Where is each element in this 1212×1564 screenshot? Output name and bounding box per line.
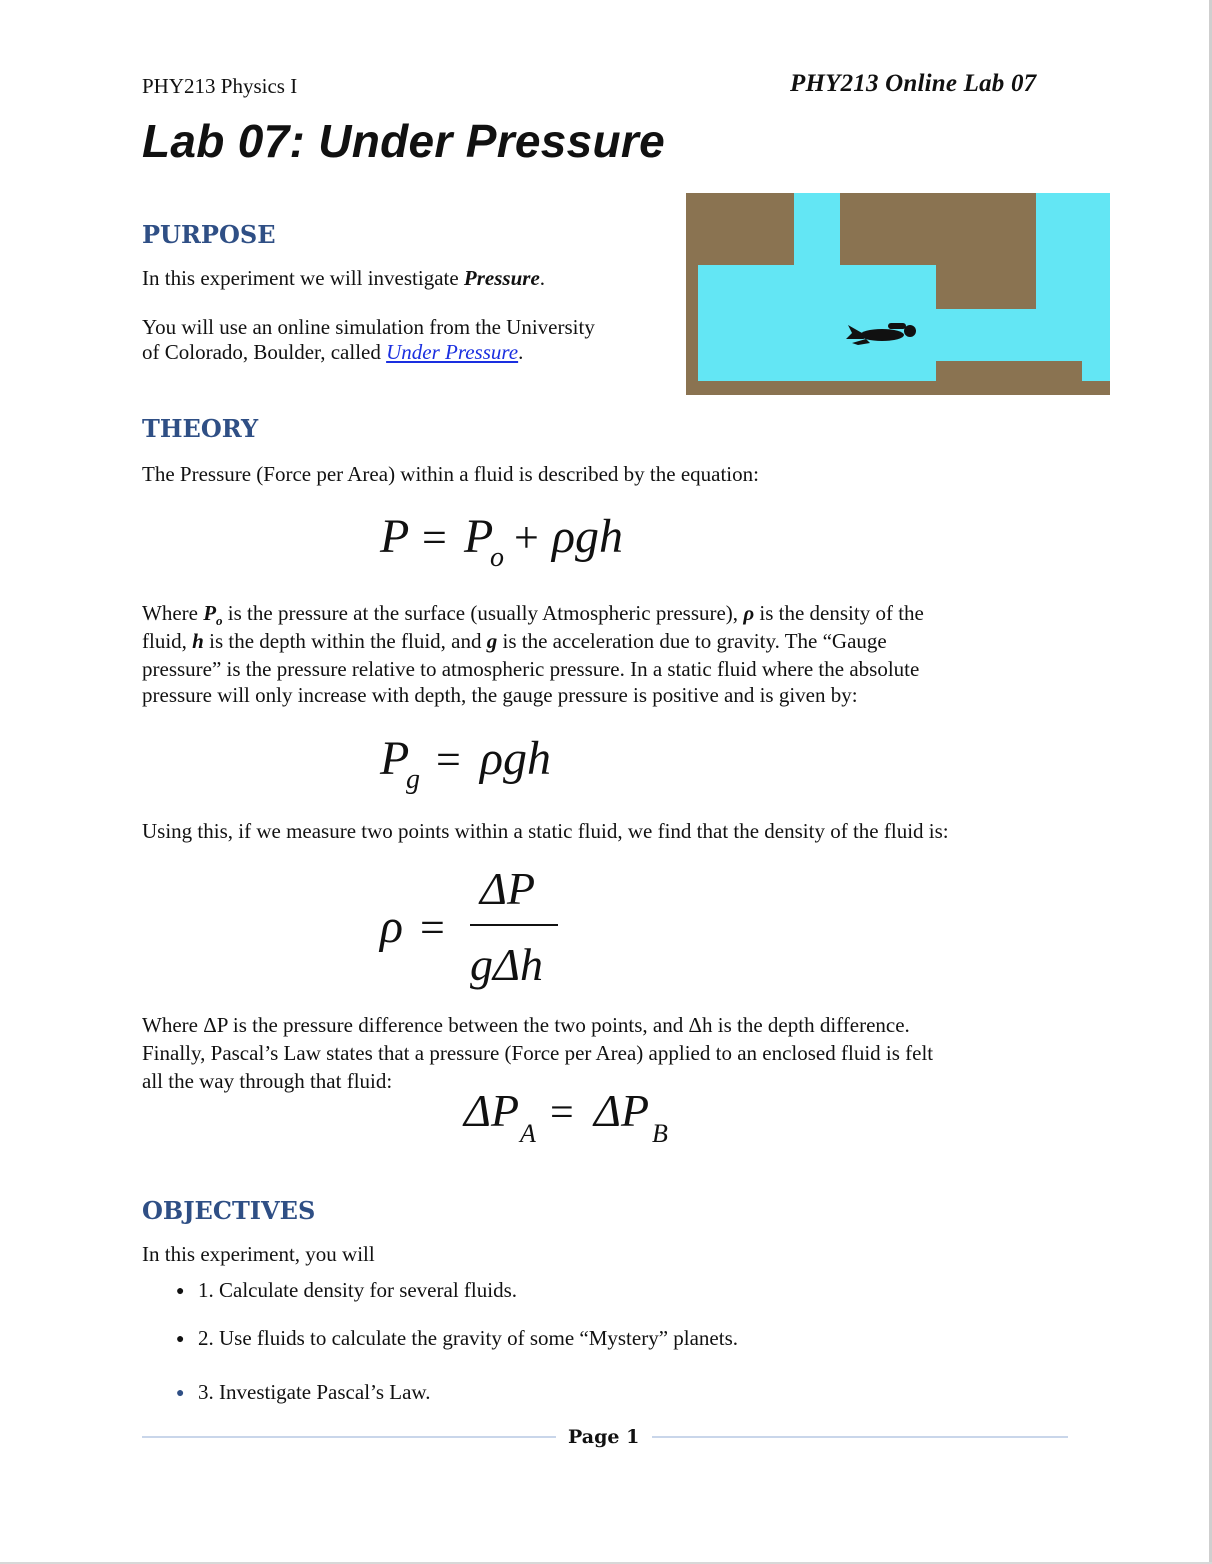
where-para-line-2: fluid, h is the depth within the fluid, and g is the acceleration due to gravity. The “Gauge [142,629,887,653]
objectives-intro: In this experiment, you will [142,1242,375,1266]
list-item: ● 1. Calculate density for several fluids. [176,1278,517,1302]
where-dp-line-1: Where ΔP is the pressure difference between the two points, and Δh is the depth difference. [142,1013,910,1037]
footer-rule-right [652,1436,1068,1438]
svg-text:B: B [652,1119,668,1148]
equation-gauge-pressure [378,722,578,807]
where-dp-line-3: all the way through that fluid: [142,1069,393,1093]
svg-text:ΔP: ΔP [480,863,536,914]
objectives-heading: OBJECTIVES [142,1196,316,1225]
svg-text:=: = [436,735,461,784]
where-para-line-3: pressure” is the pressure relative to atmospheric pressure. In a static fluid where the absolute [142,657,920,681]
purpose-line-3: of Colorado, Boulder, called Under Pressure. [142,340,524,364]
svg-text:o: o [490,542,504,573]
where-para-line-4: pressure will only increase with depth, the gauge pressure is positive and is given by: [142,683,858,707]
list-item: ● 2. Use fluids to calculate the gravity of some “Mystery” planets. [176,1326,739,1350]
page-number: Page 1 [568,1426,640,1448]
svg-text:+: + [514,513,539,562]
purpose-heading: PURPOSE [142,220,276,249]
footer-rule-left [142,1436,556,1438]
theory-intro: The Pressure (Force per Area) within a fluid is described by the equation: [142,462,759,486]
bullet-icon: ● [176,1284,185,1299]
bullet-icon: ● [176,1332,185,1347]
where-dp-line-2: Finally, Pascal’s Law states that a pressure (Force per Area) applied to an enclosed fluid is felt [142,1041,934,1065]
svg-text:P: P [380,732,410,785]
svg-text:g: g [406,764,420,795]
under-pressure-link[interactable]: Under Pressure [386,340,519,364]
svg-text:=: = [420,903,445,952]
svg-text:gΔh: gΔh [470,939,543,990]
svg-text:A: A [520,1119,536,1148]
equation-pressure [378,500,658,585]
where-para-line-1: Where $P_o$ is the pressure at the surface (usually Atmospheric pressure), ρ is the density of the [142,601,924,629]
purpose-line-2: You will use an online simulation from the University [142,315,595,339]
svg-text:ρgh: ρgh [552,510,624,563]
equation-density [378,858,578,1003]
svg-text:=: = [422,513,447,562]
svg-text:P: P [464,510,494,563]
purpose-line-1: In this experiment we will investigate Pressure. [142,266,546,290]
svg-text:P: P [380,510,410,563]
svg-text:ρ: ρ [380,900,404,953]
theory-heading: THEORY [142,414,259,443]
svg-text:ΔP: ΔP [594,1085,650,1136]
page-title: Lab 07: Under Pressure [142,115,666,167]
equation-pascal [462,1080,692,1165]
svg-text:=: = [550,1090,574,1136]
simulation-illustration [686,193,1110,395]
bullet-icon: ● [176,1386,185,1401]
svg-text:ΔP: ΔP [464,1085,520,1136]
header-lab-label: PHY213 Online Lab 07 [790,70,1037,97]
svg-text:ρgh: ρgh [480,732,552,785]
using-line: Using this, if we measure two points within a static fluid, we find that the density of the fluid is: [142,819,949,843]
list-item: ● 3. Investigate Pascal’s Law. [176,1380,431,1404]
pressure-term: Pressure [463,266,540,290]
header-course: PHY213 Physics I [142,74,298,98]
